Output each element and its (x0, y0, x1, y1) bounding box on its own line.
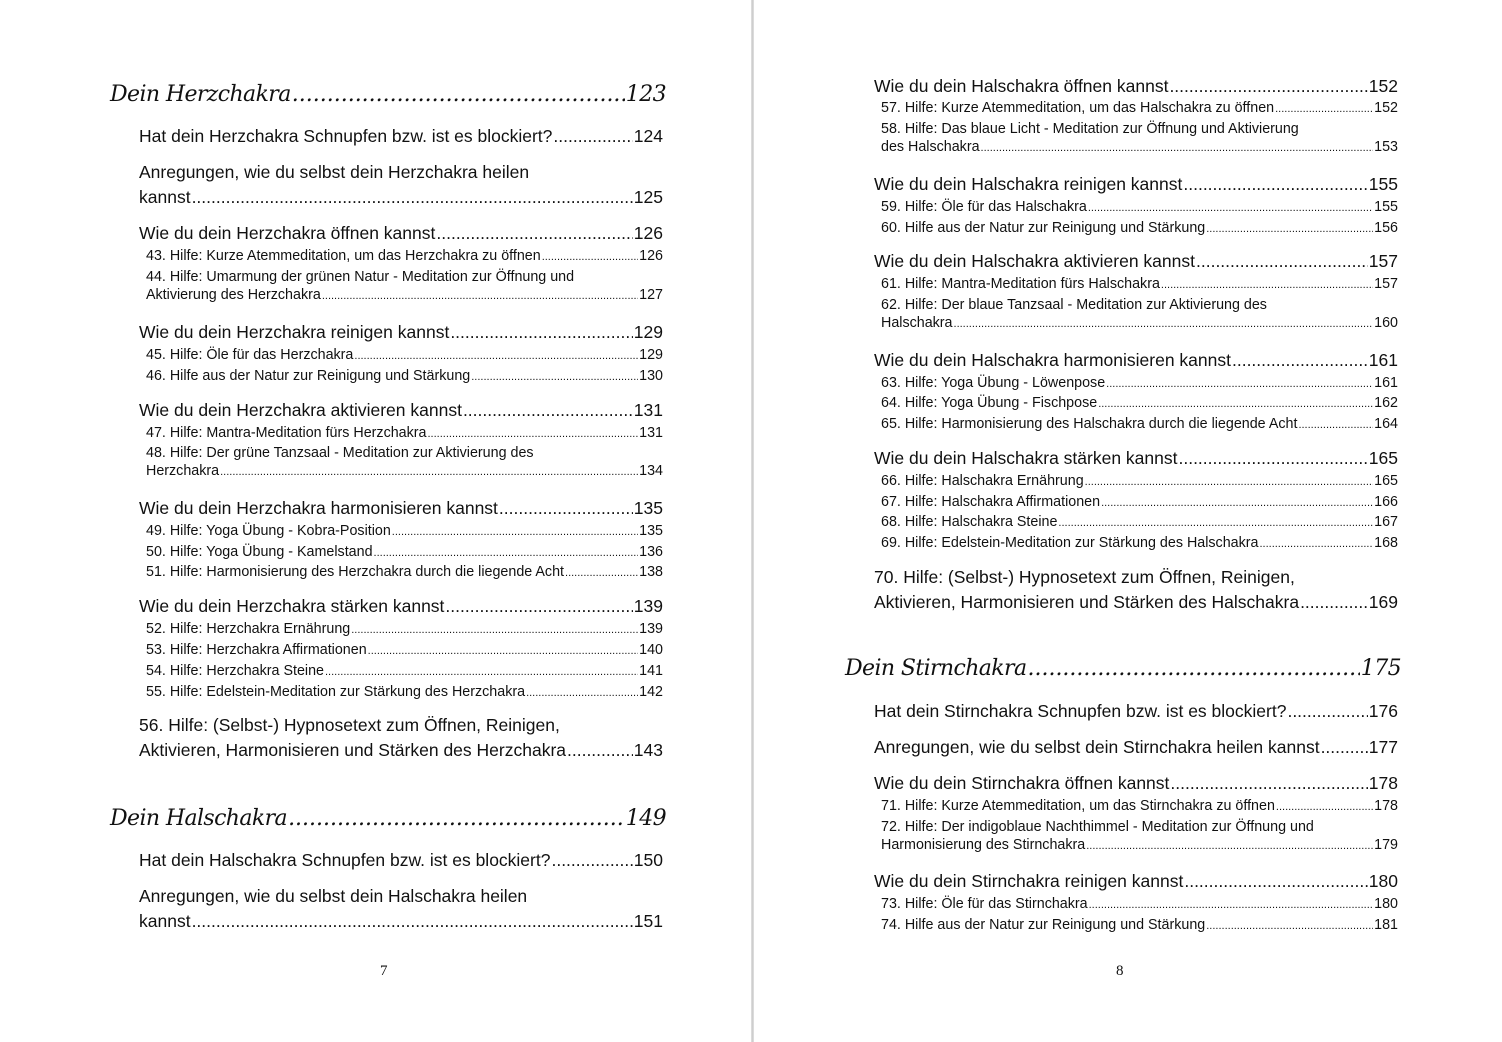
toc-subentry[interactable] (146, 564, 663, 583)
toc-chapter-halschakra[interactable] (110, 806, 666, 836)
toc-page-number: 123 (625, 82, 666, 107)
toc-page-number: 180 (1368, 871, 1398, 891)
toc-page-number: 138 (639, 564, 663, 580)
toc-label: 46. Hilfe aus der Natur zur Reinigung und Stärkung (146, 368, 471, 384)
dot-leader (445, 596, 632, 617)
dot-leader (354, 350, 638, 362)
dot-leader (954, 318, 1374, 330)
toc-label: 69. Hilfe: Edelstein-Meditation zur Stärkung des Halschakra (881, 535, 1259, 551)
dot-leader (351, 624, 638, 636)
toc-page-number: 141 (639, 663, 663, 679)
toc-label: Wie du dein Herzchakra aktivieren kannst (139, 400, 462, 420)
toc-page-number: 181 (1374, 917, 1398, 933)
toc-entry[interactable] (139, 596, 663, 620)
dot-leader (553, 126, 632, 147)
toc-page-number: 129 (639, 347, 663, 363)
toc-page-number: 156 (1374, 220, 1398, 236)
dot-leader (1178, 448, 1367, 469)
toc-page-number: 167 (1374, 514, 1398, 530)
toc-label: 61. Hilfe: Mantra-Meditation fürs Halschakra (881, 276, 1160, 292)
toc-page-number: 150 (633, 850, 663, 870)
toc-label-cont: Aktivierung des Herzchakra (146, 287, 321, 303)
toc-entry[interactable] (874, 701, 1398, 725)
toc-subentry[interactable] (146, 544, 663, 563)
toc-subentry[interactable] (146, 248, 663, 267)
toc-page-number: 136 (639, 544, 663, 560)
toc-label: 60. Hilfe aus der Natur zur Reinigung und Stärkung (881, 220, 1206, 236)
toc-entry[interactable] (874, 76, 1398, 100)
toc-page-number: 153 (1374, 139, 1398, 155)
dot-leader (1300, 592, 1368, 613)
toc-page-number: 157 (1368, 251, 1398, 271)
toc-label: Wie du dein Stirnchakra öffnen kannst (874, 773, 1170, 793)
toc-subentry[interactable] (881, 395, 1398, 414)
toc-page-number: 139 (639, 621, 663, 637)
dot-leader (1298, 419, 1373, 431)
toc-subentry[interactable] (881, 375, 1398, 394)
toc-subentry[interactable] (881, 276, 1398, 295)
toc-label: 57. Hilfe: Kurze Atemmeditation, um das Halschakra zu öffnen (881, 100, 1275, 116)
toc-page-number: 139 (633, 596, 663, 616)
dot-leader (368, 645, 638, 657)
toc-label: 70. Hilfe: (Selbst-) Hypnosetext zum Öffnen, Reinigen, (874, 567, 1295, 587)
toc-entry[interactable] (874, 174, 1398, 198)
dot-leader (1088, 202, 1373, 214)
toc-page-number: 135 (633, 498, 663, 518)
toc-subentry[interactable] (881, 100, 1398, 119)
dot-leader (1206, 920, 1373, 932)
toc-label: 67. Hilfe: Halschakra Affirmationen (881, 494, 1101, 510)
toc-label: 72. Hilfe: Der indigoblaue Nachthimmel - Meditation zur Öffnung und (881, 819, 1314, 835)
dot-leader (192, 187, 633, 208)
dot-leader (1161, 279, 1373, 291)
dot-leader (981, 142, 1374, 154)
toc-page-number: 175 (1360, 656, 1401, 681)
toc-label: Hat dein Stirnchakra Schnupfen bzw. ist es blockiert? (874, 701, 1287, 721)
toc-page-number: 157 (1374, 276, 1398, 292)
dot-leader (1321, 737, 1368, 758)
toc-label: 74. Hilfe aus der Natur zur Reinigung und Stärkung (881, 917, 1206, 933)
dot-leader (1196, 251, 1368, 272)
toc-subentry[interactable] (881, 819, 1398, 853)
toc-page-number: 161 (1374, 375, 1398, 391)
toc-page-number: 169 (1368, 592, 1398, 612)
toc-label: Hat dein Herzchakra Schnupfen bzw. ist es blockiert? (139, 126, 553, 146)
toc-subentry[interactable] (881, 416, 1398, 435)
toc-entry[interactable] (139, 322, 663, 346)
toc-page-number: 134 (639, 463, 663, 479)
dot-leader (220, 466, 638, 478)
dot-leader (499, 498, 633, 519)
toc-label: 49. Hilfe: Yoga Übung - Kobra-Position (146, 523, 391, 539)
page-number-footer: 7 (380, 963, 388, 979)
toc-label-cont: kannst (139, 187, 191, 207)
dot-leader (450, 322, 632, 343)
dot-leader (1276, 801, 1373, 813)
toc-entry[interactable] (874, 350, 1398, 374)
toc-label: Anregungen, wie du selbst dein Stirnchakra heilen kannst (874, 737, 1320, 757)
dot-leader (1170, 773, 1367, 794)
dot-leader (322, 290, 638, 302)
toc-page-number: 168 (1374, 535, 1398, 551)
toc-page-number: 126 (633, 223, 663, 243)
dot-leader (192, 911, 633, 932)
toc-subentry[interactable] (146, 347, 663, 366)
toc-label-cont: Halschakra (881, 315, 953, 331)
toc-page-number: 129 (633, 322, 663, 342)
toc-label: 43. Hilfe: Kurze Atemmeditation, um das Herzchakra zu öffnen (146, 248, 541, 264)
toc-page-number: 151 (633, 911, 663, 931)
toc-subentry[interactable] (881, 798, 1398, 817)
toc-page-number: 176 (1368, 701, 1398, 721)
toc-chapter-herzchakra[interactable] (110, 82, 666, 112)
dot-leader (1101, 497, 1373, 509)
toc-page-number: 124 (633, 126, 663, 146)
dot-leader (392, 526, 638, 538)
toc-subentry[interactable] (881, 917, 1398, 936)
toc-label-cont: des Halschakra (881, 139, 980, 155)
toc-entry[interactable] (139, 400, 663, 424)
toc-page-number: 160 (1374, 315, 1398, 331)
toc-page-number: 165 (1368, 448, 1398, 468)
toc-label: Anregungen, wie du selbst dein Herzchakra heilen (139, 162, 530, 182)
page-number-footer: 8 (1116, 963, 1124, 979)
toc-subentry[interactable] (881, 473, 1398, 492)
toc-page-number: 161 (1368, 350, 1398, 370)
toc-label: 54. Hilfe: Herzchakra Steine (146, 663, 324, 679)
toc-label: 56. Hilfe: (Selbst-) Hypnosetext zum Öffnen, Reinigen, (139, 715, 560, 735)
toc-subentry[interactable] (146, 642, 663, 661)
dot-leader (565, 567, 638, 579)
toc-page-number: 179 (1374, 837, 1398, 853)
toc-label: Wie du dein Herzchakra reinigen kannst (139, 322, 450, 342)
toc-subentry[interactable] (146, 425, 663, 444)
toc-label: 45. Hilfe: Öle für das Herzchakra (146, 347, 354, 363)
toc-label: 62. Hilfe: Der blaue Tanzsaal - Meditation zur Aktivierung des (881, 297, 1267, 313)
toc-label: 63. Hilfe: Yoga Übung - Löwenpose (881, 375, 1106, 391)
toc-chapter-stirnchakra[interactable] (845, 656, 1401, 686)
toc-label: Wie du dein Herzchakra öffnen kannst (139, 223, 436, 243)
dot-leader (1089, 899, 1374, 911)
toc-page-number: 178 (1368, 773, 1398, 793)
toc-page-number: 130 (639, 368, 663, 384)
toc-page-number: 155 (1368, 174, 1398, 194)
toc-entry[interactable] (139, 850, 663, 874)
dot-leader (1098, 398, 1373, 410)
toc-label: Wie du dein Halschakra harmonisieren kannst (874, 350, 1231, 370)
toc-label: 51. Hilfe: Harmonisierung des Herzchakra durch die liegende Acht (146, 564, 565, 580)
toc-page-number: 152 (1374, 100, 1398, 116)
dot-leader (374, 547, 639, 559)
dot-leader (567, 740, 633, 761)
toc-label-cont: Aktivieren, Harmonisieren und Stärken des Herzchakra (139, 740, 566, 760)
toc-subentry[interactable] (146, 684, 663, 703)
toc-label: 44. Hilfe: Umarmung der grünen Natur - Meditation zur Öffnung und (146, 269, 575, 285)
toc-subentry[interactable] (146, 523, 663, 542)
toc-entry[interactable] (874, 448, 1398, 472)
toc-label: 50. Hilfe: Yoga Übung - Kamelstand (146, 544, 373, 560)
toc-page-number: 131 (633, 400, 663, 420)
toc-subentry[interactable] (881, 896, 1398, 915)
toc-label-cont: kannst (139, 911, 191, 931)
toc-label: Dein Halschakra (110, 806, 288, 831)
toc-label-cont: Aktivieren, Harmonisieren und Stärken des Halschakra (874, 592, 1300, 612)
toc-page-number: 131 (639, 425, 663, 441)
dot-leader (325, 666, 638, 678)
toc-label: 55. Hilfe: Edelstein-Meditation zur Stärkung des Herzchakra (146, 684, 526, 700)
toc-page-number: 178 (1374, 798, 1398, 814)
toc-entry[interactable] (874, 251, 1398, 275)
toc-label: Wie du dein Halschakra stärken kannst (874, 448, 1178, 468)
dot-leader (1287, 701, 1367, 722)
toc-page-number: 125 (633, 187, 663, 207)
toc-label: Wie du dein Halschakra öffnen kannst (874, 76, 1169, 96)
toc-entry[interactable] (874, 871, 1398, 895)
dot-leader (463, 400, 633, 421)
dot-leader (526, 687, 638, 699)
dot-leader (1169, 76, 1367, 97)
toc-page-number: 180 (1374, 896, 1398, 912)
toc-label: 59. Hilfe: Öle für das Halschakra (881, 199, 1087, 215)
toc-entry[interactable] (139, 223, 663, 247)
toc-label: Wie du dein Halschakra reinigen kannst (874, 174, 1183, 194)
toc-label: 47. Hilfe: Mantra-Meditation fürs Herzchakra (146, 425, 427, 441)
toc-label: Dein Herzchakra (110, 82, 291, 107)
toc-page-number: 135 (639, 523, 663, 539)
dot-leader (1275, 103, 1373, 115)
toc-page-number: 149 (625, 806, 666, 831)
toc-label: 48. Hilfe: Der grüne Tanzsaal - Meditation zur Aktivierung des (146, 445, 534, 461)
dot-leader (1232, 350, 1368, 371)
dot-leader (292, 82, 625, 107)
dot-leader (471, 371, 638, 383)
toc-page-number: 164 (1374, 416, 1398, 432)
toc-page-number: 165 (1374, 473, 1398, 489)
toc-entry[interactable] (874, 773, 1398, 797)
toc-page-number: 162 (1374, 395, 1398, 411)
dot-leader (542, 251, 638, 263)
dot-leader (1058, 517, 1373, 529)
toc-label: 65. Hilfe: Harmonisierung des Halschakra durch die liegende Acht (881, 416, 1298, 432)
right-page (754, 0, 1502, 1042)
toc-page-number: 142 (639, 684, 663, 700)
toc-entry[interactable] (139, 498, 663, 522)
toc-page-number: 155 (1374, 199, 1398, 215)
toc-label: Wie du dein Halschakra aktivieren kannst (874, 251, 1195, 271)
dot-leader (436, 223, 632, 244)
toc-subentry[interactable] (881, 121, 1398, 155)
toc-entry[interactable] (874, 737, 1398, 761)
toc-page-number: 143 (633, 740, 663, 760)
toc-label: 53. Hilfe: Herzchakra Affirmationen (146, 642, 367, 658)
toc-label: Wie du dein Herzchakra stärken kannst (139, 596, 445, 616)
toc-entry[interactable] (139, 886, 663, 932)
toc-subentry[interactable] (881, 535, 1398, 554)
toc-page-number: 126 (639, 248, 663, 264)
toc-label: Dein Stirnchakra (845, 656, 1027, 681)
toc-label: 68. Hilfe: Halschakra Steine (881, 514, 1058, 530)
toc-label-cont: Harmonisierung des Stirnchakra (881, 837, 1086, 853)
toc-page-number: 140 (639, 642, 663, 658)
dot-leader (1085, 476, 1373, 488)
toc-page-number: 127 (639, 287, 663, 303)
toc-subentry[interactable] (146, 368, 663, 387)
toc-subentry[interactable] (881, 199, 1398, 218)
dot-leader (1206, 223, 1373, 235)
toc-label: 58. Hilfe: Das blaue Licht - Meditation zur Öffnung und Aktivierung (881, 121, 1299, 137)
dot-leader (1259, 538, 1373, 550)
dot-leader (1184, 871, 1367, 892)
dot-leader (428, 428, 639, 440)
dot-leader (1183, 174, 1367, 195)
dot-leader (288, 806, 625, 831)
toc-page-number: 166 (1374, 494, 1398, 510)
toc-label: Wie du dein Stirnchakra reinigen kannst (874, 871, 1184, 891)
toc-label: Wie du dein Herzchakra harmonisieren kannst (139, 498, 498, 518)
toc-label: Hat dein Halschakra Schnupfen bzw. ist es blockiert? (139, 850, 551, 870)
toc-entry[interactable] (139, 162, 663, 208)
toc-label: Anregungen, wie du selbst dein Halschakra heilen (139, 886, 528, 906)
toc-subentry[interactable] (881, 494, 1398, 513)
toc-label: 64. Hilfe: Yoga Übung - Fischpose (881, 395, 1098, 411)
toc-label: 73. Hilfe: Öle für das Stirnchakra (881, 896, 1088, 912)
toc-subentry[interactable] (881, 514, 1398, 533)
toc-subentry[interactable] (881, 297, 1398, 331)
toc-label: 71. Hilfe: Kurze Atemmeditation, um das Stirnchakra zu öffnen (881, 798, 1275, 814)
toc-label: 52. Hilfe: Herzchakra Ernährung (146, 621, 351, 637)
toc-entry[interactable] (139, 715, 663, 761)
toc-entry[interactable] (139, 126, 663, 150)
dot-leader (551, 850, 632, 871)
toc-page-number: 152 (1368, 76, 1398, 96)
dot-leader (1106, 378, 1373, 390)
toc-subentry[interactable] (881, 220, 1398, 239)
toc-subentry[interactable] (146, 663, 663, 682)
dot-leader (1086, 840, 1373, 852)
toc-subentry[interactable] (146, 621, 663, 640)
toc-label-cont: Herzchakra (146, 463, 220, 479)
toc-entry[interactable] (874, 567, 1398, 613)
toc-subentry[interactable] (146, 445, 663, 479)
toc-label: 66. Hilfe: Halschakra Ernährung (881, 473, 1084, 489)
toc-page-number: 177 (1368, 737, 1398, 757)
toc-subentry[interactable] (146, 269, 663, 303)
dot-leader (1027, 656, 1359, 681)
